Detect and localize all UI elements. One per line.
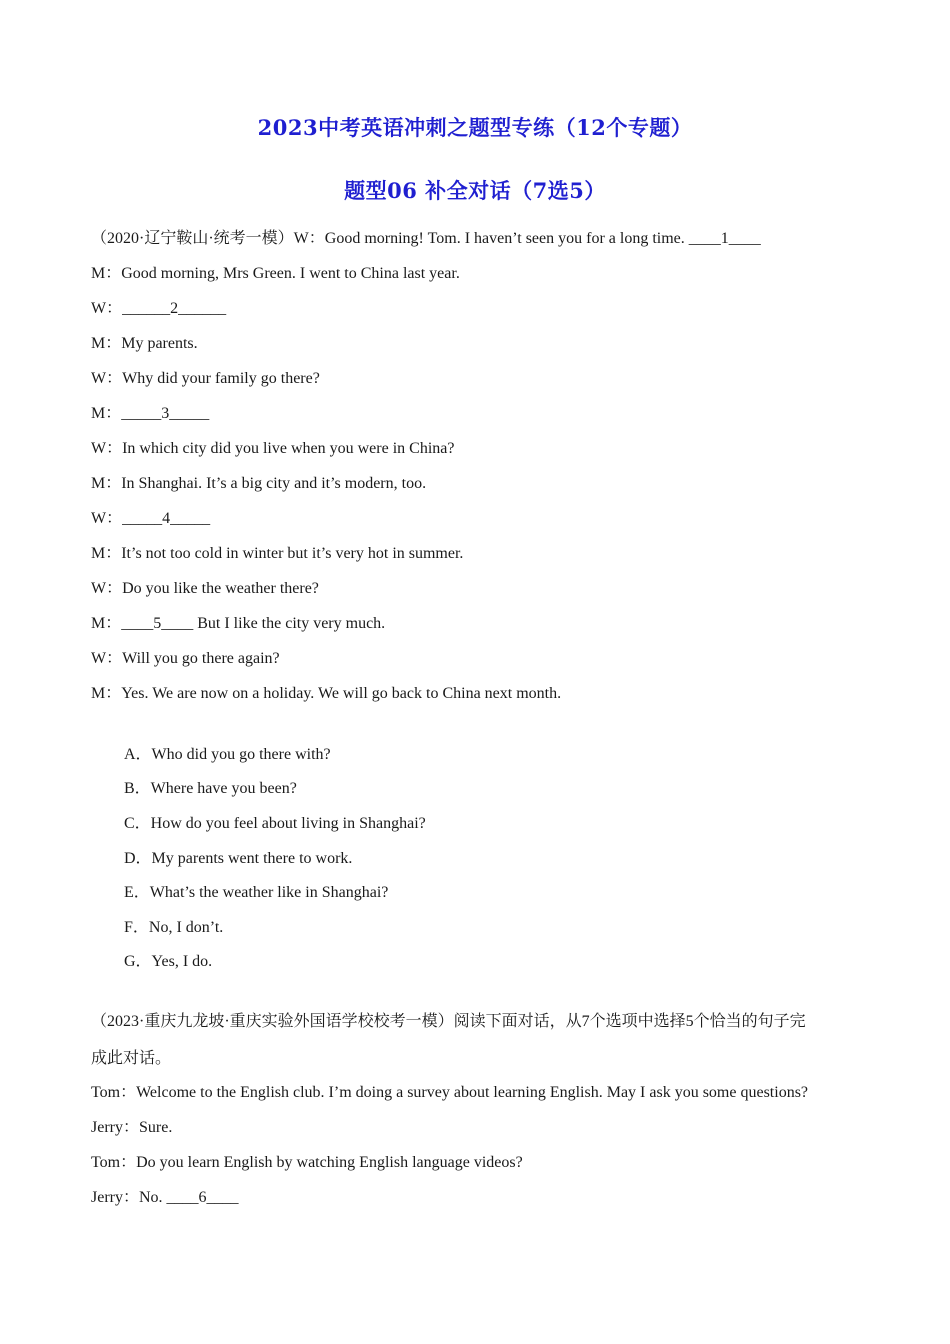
passage2-line-1: Tom：Welcome to the English club. I’m doing a survey about learning English. May I ask you some questions?	[91, 1084, 809, 1101]
dialogue-line-10: M：It’s not too cold in winter but it’s very hot in summer.	[91, 545, 464, 562]
dialogue-line-13: W：Will you go there again?	[91, 650, 280, 667]
option-d: D．My parents went there to work.	[124, 850, 353, 867]
dialogue-line-6: M：_____3_____	[91, 405, 210, 422]
dialogue-line-1	[91, 229, 761, 249]
option-f: F．No, I don’t.	[124, 919, 224, 936]
passage2-line-2: Jerry：Sure.	[91, 1119, 173, 1136]
passage2-line-4: Jerry：No. ____6____	[91, 1189, 239, 1206]
dialogue-line-12: M：____5____ But I like the city very much.	[91, 615, 386, 632]
passage2-intro-line2: 成此对话。	[91, 1050, 172, 1067]
document-title: 2023中考英语冲刺之题型专练（12个专题）	[257, 115, 693, 140]
option-b: B．Where have you been?	[124, 780, 297, 797]
dialogue-line-11: W：Do you like the weather there?	[91, 580, 319, 597]
option-e: E．What’s the weather like in Shanghai?	[124, 884, 389, 901]
dialogue-line-14: M：Yes. We are now on a holiday. We will go back to China next month.	[91, 685, 562, 702]
dialogue-line-4: M：My parents.	[91, 335, 198, 352]
dialogue-line-7: W：In which city did you live when you were in China?	[91, 440, 455, 457]
dialogue-line-3: W：______2______	[91, 300, 227, 317]
dialogue-text: W：Good morning! Tom. I haven’t seen you for a long time. ____1____	[293, 230, 761, 247]
passage2-line-3: Tom：Do you learn English by watching English language videos?	[91, 1154, 523, 1171]
dialogue-line-8: M：In Shanghai. It’s a big city and it’s modern, too.	[91, 475, 427, 492]
option-g: G．Yes, I do.	[124, 953, 213, 970]
passage2-intro-line1: （2023·重庆九龙坡·重庆实验外国语学校校考一模）阅读下面对话，从7个选项中选择5个恰当的句子完	[91, 1013, 806, 1030]
option-c: C．How do you feel about living in Shanghai?	[124, 815, 426, 832]
dialogue-line-9: W：_____4_____	[91, 510, 211, 527]
dialogue-line-2: M：Good morning, Mrs Green. I went to China last year.	[91, 265, 460, 282]
section-title: 题型06 补全对话（7选5）	[344, 178, 606, 203]
dialogue-line-5: W：Why did your family go there?	[91, 370, 320, 387]
option-a: A．Who did you go there with?	[124, 746, 331, 763]
source-note: （2020·辽宁鞍山·统考一模）	[91, 230, 294, 247]
